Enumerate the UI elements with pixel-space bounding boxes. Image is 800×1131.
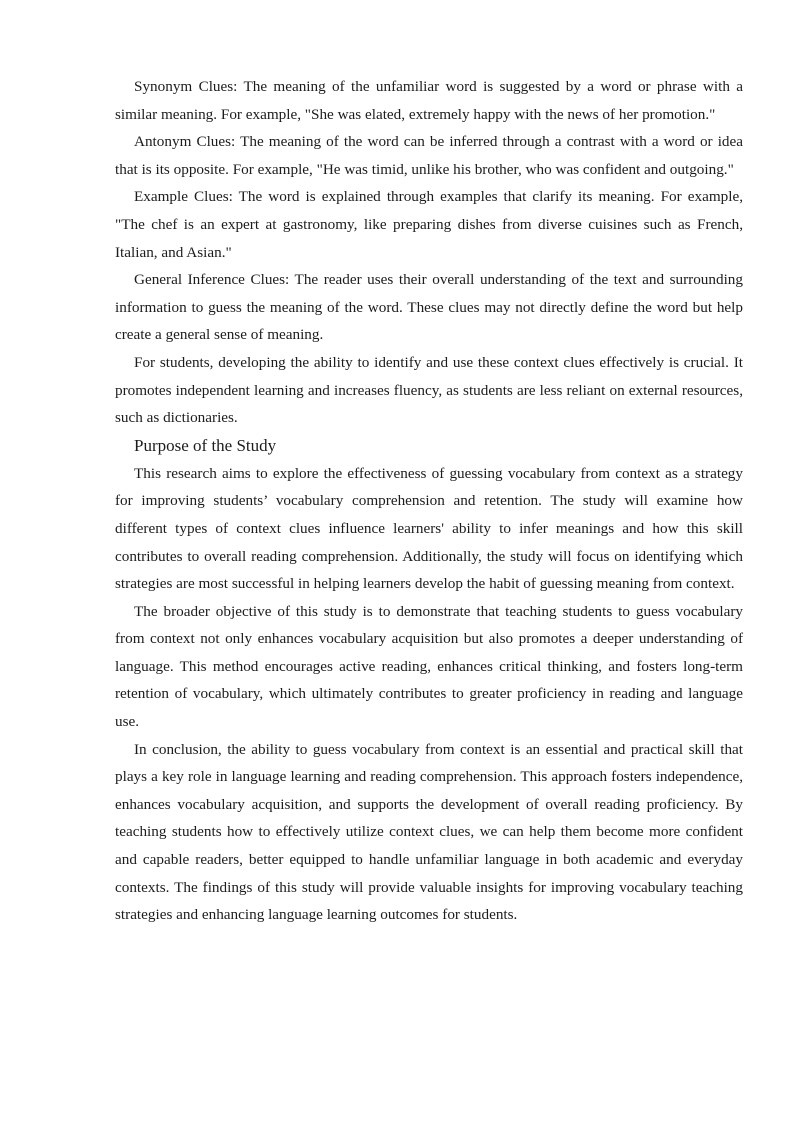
paragraph-antonym-clues: Antonym Clues: The meaning of the word can be inferred through a contrast with a word or idea that is its opposite. For example, "He was timid, unlike his brother, who was confident and outgoing." [115, 133, 743, 178]
paragraph-conclusion: In conclusion, the ability to guess vocabulary from context is an essential and practical skill that plays a key role in language learning and reading comprehension. This approach fosters independence, enhances vocabulary acquisition, and supports the development of overall reading proficiency. By teaching students how to effectively utilize context clues, we can help them become more confident and capable readers, better equipped to handle unfamiliar language in both academic and everyday contexts. The findings of this study will provide valuable insights for improving vocabulary teaching strategies and enhancing language learning outcomes for students. [115, 740, 743, 924]
paragraph-students-context-clues: For students, developing the ability to identify and use these context clues effectively is crucial. It promotes independent learning and increases fluency, as students are less reliant on external resources, such as dictionaries. [115, 353, 743, 427]
document-page [115, 73, 743, 929]
paragraph-synonym-clues: Synonym Clues: The meaning of the unfamiliar word is suggested by a word or phrase with a similar meaning. For example, "She was elated, extremely happy with the news of her promotion." [115, 78, 743, 123]
section-heading-purpose: Purpose of the Study [134, 435, 277, 455]
paragraph-general-inference-clues: General Inference Clues: The reader uses their overall understanding of the text and surrounding information to guess the meaning of the word. These clues may not directly define the word but help create a general sense of meaning. [115, 271, 743, 344]
paragraph-example-clues: Example Clues: The word is explained through examples that clarify its meaning. For example, "The chef is an expert at gastronomy, like preparing dishes from diverse cuisines such as French, Italian, and Asian." [115, 188, 743, 261]
paragraph-broader-objective: The broader objective of this study is to demonstrate that teaching students to guess vocabulary from context not only enhances vocabulary acquisition but also promotes a deeper understanding of language. This method encourages active reading, enhances critical thinking, and fosters long-term retention of vocabulary, which ultimately contributes to greater proficiency in reading and language use. [115, 602, 743, 731]
paragraph-research-aims: This research aims to explore the effectiveness of guessing vocabulary from context as a strategy for improving students’ vocabulary comprehension and retention. The study will examine how different types of context clues influence learners' ability to infer meanings and how this skill contributes to overall reading comprehension. Additionally, the study will focus on identifying which strategies are most successful in helping learners develop the habit of guessing meaning from context. [115, 464, 743, 593]
